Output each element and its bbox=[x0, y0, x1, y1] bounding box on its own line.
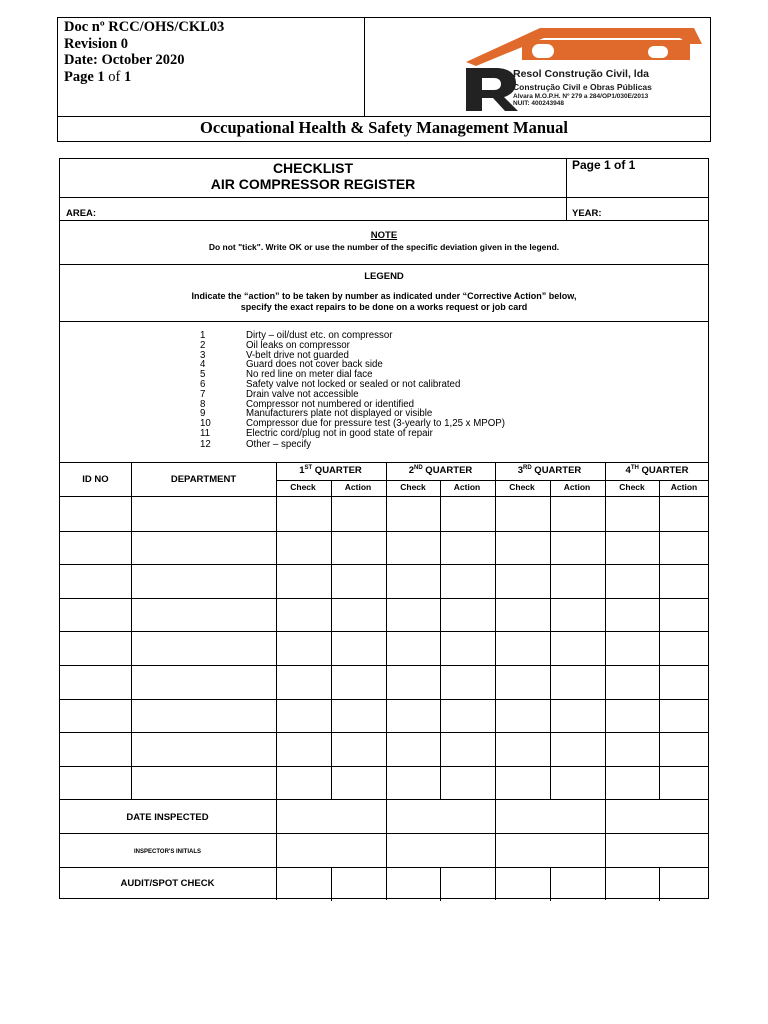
table-row-rule bbox=[59, 699, 709, 700]
audit-sub-divider bbox=[440, 867, 441, 901]
q3-action-header: Action bbox=[563, 482, 591, 492]
rule-title-bottom bbox=[59, 197, 709, 198]
legend-instructions-line2: specify the exact repairs to be done on a works request or job card bbox=[240, 302, 528, 312]
footer-row-rule bbox=[59, 833, 709, 834]
sub-column-divider bbox=[440, 480, 441, 799]
legend-instructions bbox=[60, 291, 708, 313]
table-header-rule bbox=[59, 496, 709, 497]
id-column-divider bbox=[131, 462, 132, 799]
rule-list-bottom bbox=[59, 462, 709, 463]
note-text: Do not "tick". Write OK or use the number of the specific deviation given in the legend. bbox=[208, 242, 560, 252]
manual-title: Occupational Health & Safety Management Manual bbox=[199, 118, 569, 137]
title-divider bbox=[566, 158, 567, 221]
checklist-title-line2: AIR COMPRESSOR REGISTER bbox=[210, 176, 416, 192]
q2-check-header: Check bbox=[400, 482, 426, 492]
audit-spot-check-label: AUDIT/SPOT CHECK bbox=[120, 878, 215, 889]
audit-sub-divider bbox=[550, 867, 551, 901]
year-label: YEAR: bbox=[572, 208, 602, 219]
checklist-page: Page 1 of 1 bbox=[572, 158, 636, 172]
date-inspected-label: DATE INSPECTED bbox=[126, 812, 209, 823]
page-indicator: Page 1 of 1 bbox=[64, 68, 132, 85]
quarter-header-4: 4TH QUARTER bbox=[625, 464, 689, 476]
table-row-rule bbox=[59, 766, 709, 767]
quarter-column-divider bbox=[495, 462, 496, 900]
audit-sub-divider bbox=[331, 867, 332, 901]
q3-check-header: Check bbox=[509, 482, 535, 492]
legend-item: 1 Dirty – oil/dust etc. on compressor bbox=[200, 330, 393, 341]
header-divider bbox=[364, 17, 365, 116]
legend-item: 6 Safety valve not locked or sealed or not calibrated bbox=[200, 378, 461, 390]
legend-list bbox=[190, 331, 690, 450]
checklist-title-line1: CHECKLIST bbox=[272, 160, 354, 176]
checklist-title bbox=[60, 159, 566, 192]
quarter-header-3: 3RD QUARTER bbox=[517, 464, 582, 476]
sub-column-divider bbox=[550, 480, 551, 799]
rule-legend-bottom bbox=[59, 321, 709, 322]
table-row-rule bbox=[59, 564, 709, 565]
legend-item: 2 Oil leaks on compressor bbox=[200, 339, 350, 351]
legend-item: 3 V-belt drive not guarded bbox=[200, 349, 349, 361]
q4-check-header: Check bbox=[619, 482, 645, 492]
logo-window-right bbox=[648, 46, 668, 58]
legend-item: 5 No red line on meter dial face bbox=[200, 369, 373, 381]
q1-check-header: Check bbox=[290, 482, 316, 492]
company-subtitle: Construção Civil e Obras Públicas bbox=[513, 82, 652, 92]
logo-window-left bbox=[532, 44, 554, 58]
quarter-column-divider bbox=[386, 462, 387, 900]
legend-item: 12 Other – specify bbox=[200, 438, 312, 450]
legend-item: 8 Compressor not numbered or identified bbox=[200, 398, 415, 410]
quarter-subheader-rule bbox=[276, 480, 709, 481]
revision: Revision 0 bbox=[64, 35, 129, 52]
col-header-department: DEPARTMENT bbox=[170, 474, 237, 485]
table-row-rule bbox=[59, 598, 709, 599]
col-header-id: ID NO bbox=[82, 474, 109, 485]
legend-title: LEGEND bbox=[364, 271, 404, 282]
company-registration: Alvara M.O.P.H. Nº 279 a 284/OP1/030E/2013 bbox=[513, 93, 649, 100]
rule-note-bottom bbox=[59, 264, 709, 265]
legend-item: 10 Compressor due for pressure test (3-yearly to 1,25 x MPOP) bbox=[200, 418, 505, 430]
quarter-column-divider bbox=[605, 462, 606, 900]
q4-action-header: Action bbox=[670, 482, 698, 492]
logo-letter-r bbox=[466, 68, 518, 111]
company-name: Resol Construção Civil, lda bbox=[513, 68, 649, 80]
table-row-rule bbox=[59, 732, 709, 733]
table-row-rule bbox=[59, 631, 709, 632]
company-nuit: NUIT: 400243948 bbox=[513, 100, 564, 107]
doc-number: Doc nº RCC/OHS/CKL03 bbox=[64, 19, 225, 35]
table-row-rule bbox=[59, 531, 709, 532]
legend-item: 7 Drain valve not accessible bbox=[200, 388, 359, 400]
quarter-column-divider bbox=[276, 462, 277, 900]
quarter-header-2: 2ND QUARTER bbox=[408, 464, 473, 476]
legend-item: 11 Electric cord/plug not in good state of repair bbox=[200, 427, 433, 439]
checklist-frame bbox=[59, 158, 709, 899]
q2-action-header: Action bbox=[453, 482, 481, 492]
sub-column-divider bbox=[659, 480, 660, 799]
document-info bbox=[64, 19, 359, 85]
table-row-rule bbox=[59, 665, 709, 666]
table-row-rule bbox=[59, 799, 709, 800]
footer-row-rule bbox=[59, 867, 709, 868]
note-title: NOTE bbox=[370, 230, 398, 241]
legend-instructions-line1: Indicate the “action” to be taken by number as indicated under “Corrective Action” below, bbox=[191, 291, 577, 301]
q1-action-header: Action bbox=[344, 482, 372, 492]
audit-sub-divider bbox=[659, 867, 660, 901]
inspector-initials-label: INSPECTOR'S INITIALS bbox=[134, 849, 201, 855]
legend-item: 4 Guard does not cover back side bbox=[200, 359, 383, 371]
sub-column-divider bbox=[331, 480, 332, 799]
rule-area-bottom bbox=[59, 220, 709, 221]
legend-item: 9 Manufacturers plate not displayed or visible bbox=[200, 408, 433, 420]
document-date: Date: October 2020 bbox=[64, 52, 185, 68]
area-label: AREA: bbox=[66, 208, 97, 219]
quarter-header-1: 1ST QUARTER bbox=[299, 464, 362, 476]
